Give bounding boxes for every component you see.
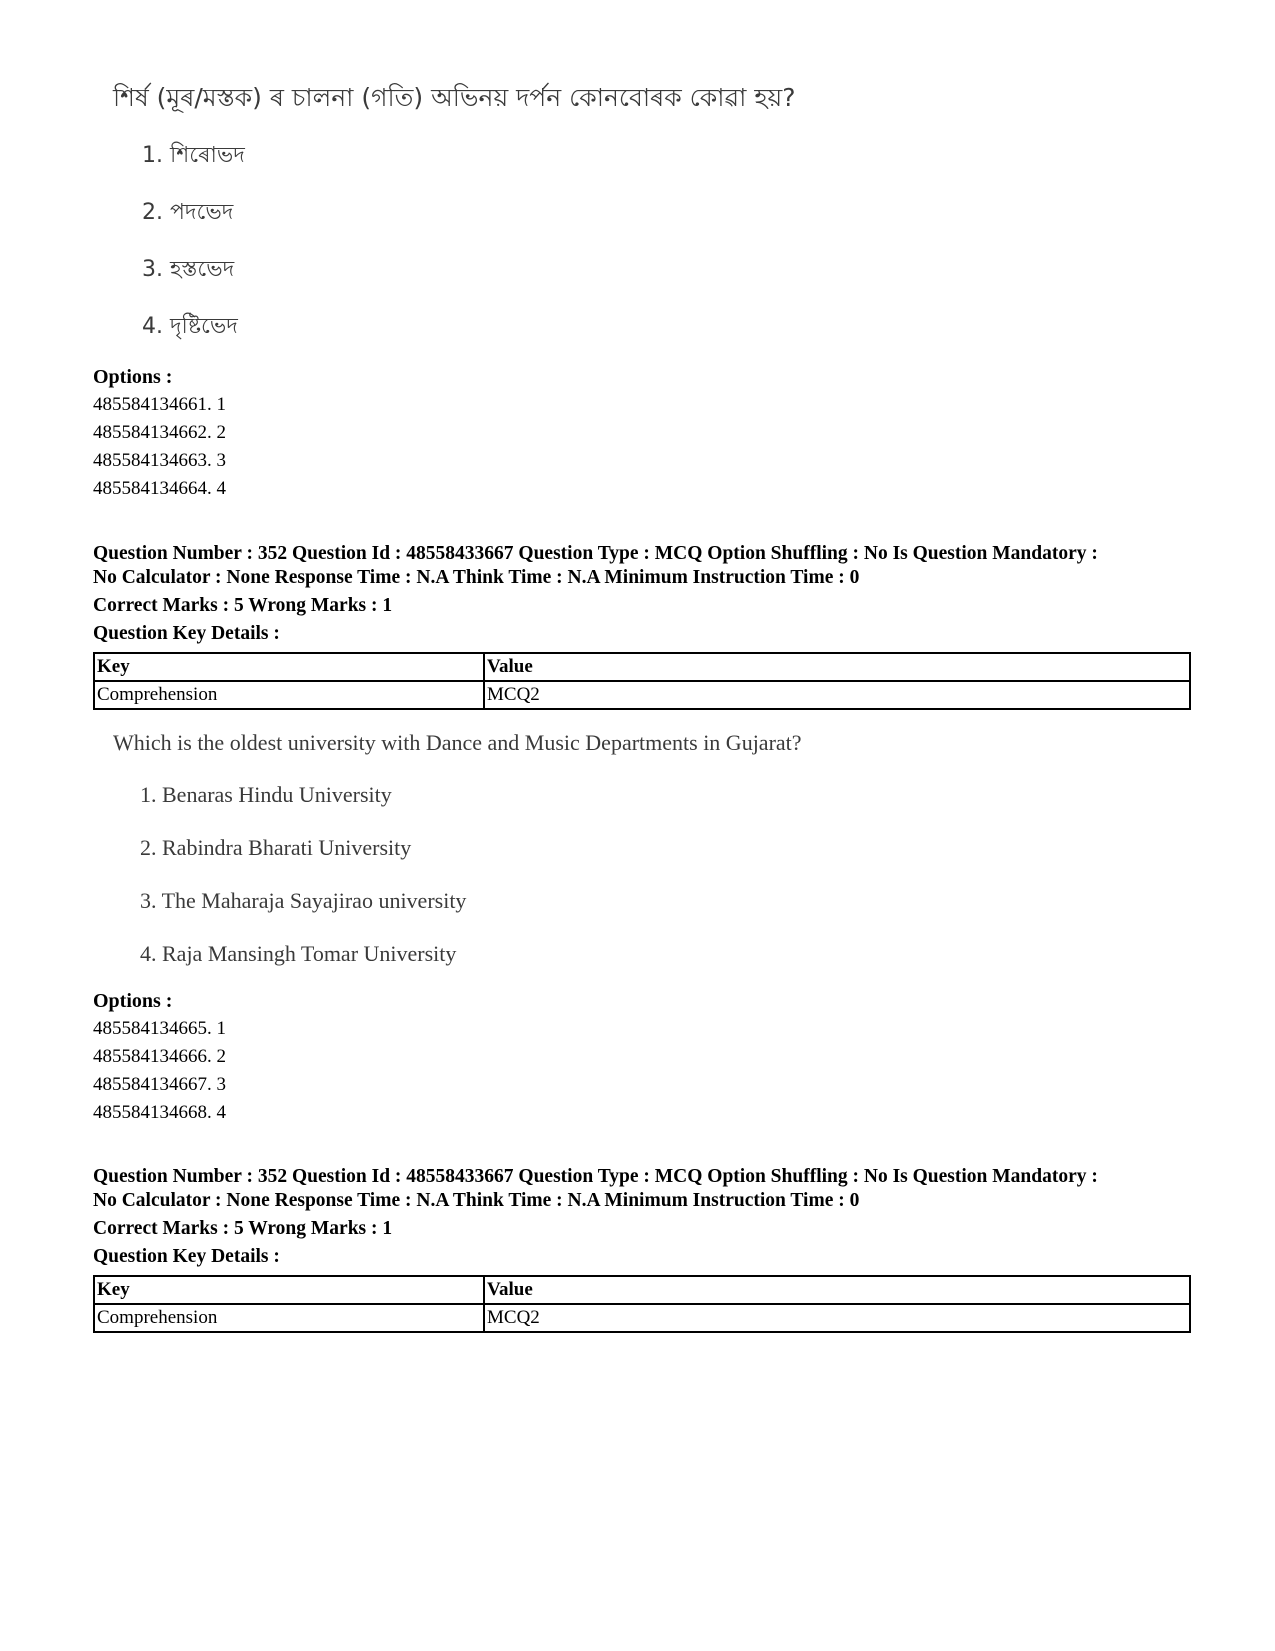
- choice-2: 2. পদভেদ: [142, 200, 234, 225]
- option-id-line: 485584134664. 4: [93, 478, 226, 499]
- question-text: Which is the oldest university with Dance and Music Departments in Gujarat?: [113, 730, 802, 755]
- table-header-value: Value: [484, 653, 1190, 681]
- choice-2: 2. Rabindra Bharati University: [140, 835, 412, 860]
- table-row: [94, 1304, 1190, 1332]
- table-header-row: [94, 1276, 1190, 1304]
- key-details-label: Question Key Details :: [93, 623, 280, 644]
- choice-4: 4. Raja Mansingh Tomar University: [140, 941, 457, 966]
- choice-1: 1. Benaras Hindu University: [140, 782, 392, 807]
- table-cell-value: MCQ2: [484, 1304, 1190, 1332]
- option-id-line: 485584134663. 3: [93, 450, 226, 471]
- option-id-line: 485584134662. 2: [93, 422, 226, 443]
- table-header-value: Value: [484, 1276, 1190, 1304]
- key-details-table: [93, 652, 1191, 710]
- option-id-line: 485584134668. 4: [93, 1102, 226, 1123]
- choice-3: 3. হস্তভেদ: [142, 257, 235, 282]
- marks-line: Correct Marks : 5 Wrong Marks : 1: [93, 595, 393, 616]
- choice-1: 1. শিৰোভদ: [142, 143, 245, 168]
- choice-4: 4. দৃষ্টিভেদ: [142, 314, 238, 339]
- option-id-line: 485584134661. 1: [93, 394, 226, 415]
- table-cell-key: Comprehension: [94, 681, 484, 709]
- key-details-label: Question Key Details :: [93, 1246, 280, 1267]
- table-cell-value: MCQ2: [484, 681, 1190, 709]
- table-row: [94, 681, 1190, 709]
- question-meta-line2: No Calculator : None Response Time : N.A Think Time : N.A Minimum Instruction Time : 0: [93, 1190, 860, 1211]
- option-id-line: 485584134666. 2: [93, 1046, 226, 1067]
- question-text-assamese: শিৰ্ষ (মূৰ/মস্তক) ৰ চালনা (গতি) অভিনয় দৰ্পন কোনবোৰক কোৱা হয়?: [113, 83, 796, 112]
- key-details-table: [93, 1275, 1191, 1333]
- marks-line: Correct Marks : 5 Wrong Marks : 1: [93, 1218, 393, 1239]
- options-label: Options :: [93, 366, 173, 388]
- option-id-line: 485584134665. 1: [93, 1018, 226, 1039]
- table-header-row: [94, 653, 1190, 681]
- choice-3: 3. The Maharaja Sayajirao university: [140, 888, 467, 913]
- question-meta-line2: No Calculator : None Response Time : N.A Think Time : N.A Minimum Instruction Time : 0: [93, 567, 860, 588]
- table-cell-key: Comprehension: [94, 1304, 484, 1332]
- question-meta-line1: Question Number : 352 Question Id : 48558433667 Question Type : MCQ Option Shuffling : No Is Question Mandatory :: [93, 1166, 1098, 1187]
- table-header-key: Key: [94, 653, 484, 681]
- options-label: Options :: [93, 990, 173, 1012]
- table-header-key: Key: [94, 1276, 484, 1304]
- question-meta-line1: Question Number : 352 Question Id : 48558433667 Question Type : MCQ Option Shuffling : No Is Question Mandatory :: [93, 543, 1098, 564]
- option-id-line: 485584134667. 3: [93, 1074, 226, 1095]
